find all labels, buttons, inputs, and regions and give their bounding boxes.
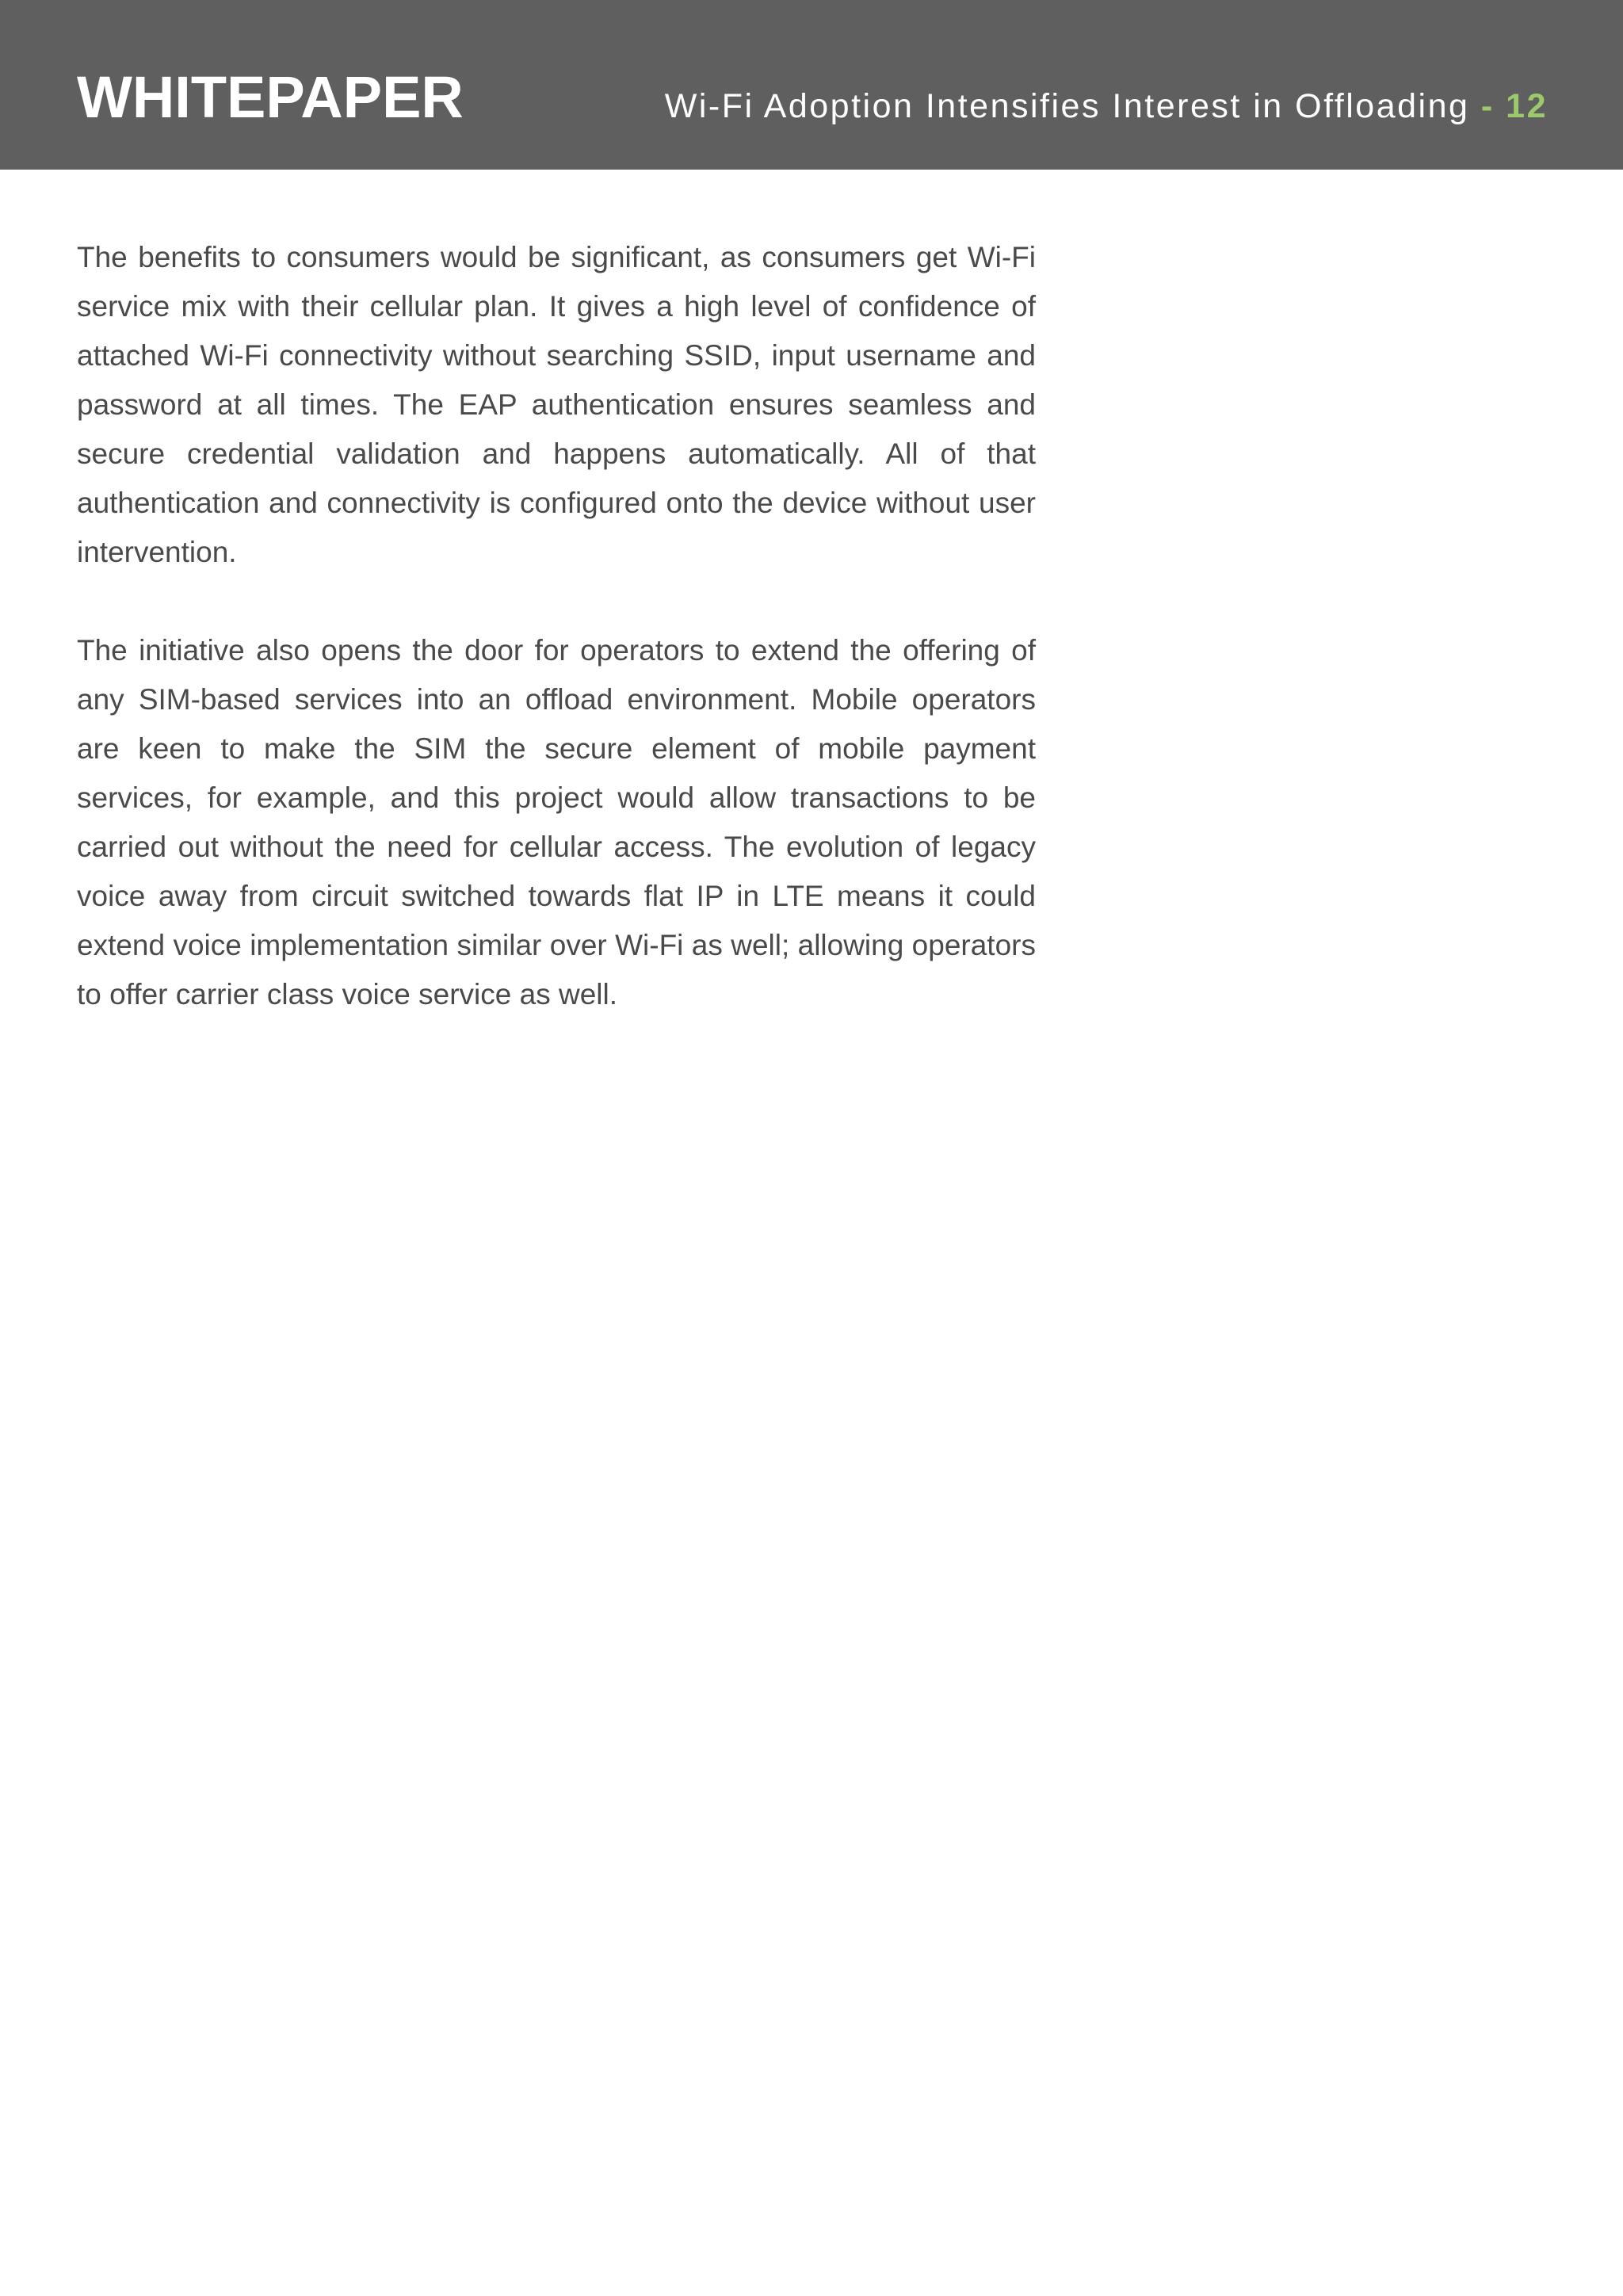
document-title: Wi-Fi Adoption Intensifies Interest in Offloading [664, 87, 1470, 125]
page-number: 12 [1506, 87, 1548, 125]
body-content [77, 233, 1036, 1068]
header-running-title [665, 84, 1548, 128]
body-paragraph: The benefits to consumers would be significant, as consumers get Wi-Fi service mix with their cellular plan. It gives a high level of confidence of attached Wi-Fi connectivity without searching SSID, input username and password at all times. The EAP authentication ensures seamless and secure credential validation and happens automatically. All of that authentication and connectivity is configured onto the device without user intervention. [77, 241, 1036, 568]
title-page-separator: - [1480, 87, 1495, 125]
header-brand: WHITEPAPER [77, 64, 464, 130]
page-header [0, 0, 1623, 170]
body-paragraph: The initiative also opens the door for operators to extend the offering of any SIM-based services into an offload environment. Mobile operators are keen to make the SIM the secure element of mobile payment services, for example, and this project would allow transactions to be carried out without the need for cellular access. The evolution of legacy voice away from circuit switched towards flat IP in LTE means it could extend voice implementation similar over Wi-Fi as well; allowing operators to offer carrier class voice service as well. [77, 634, 1036, 1010]
